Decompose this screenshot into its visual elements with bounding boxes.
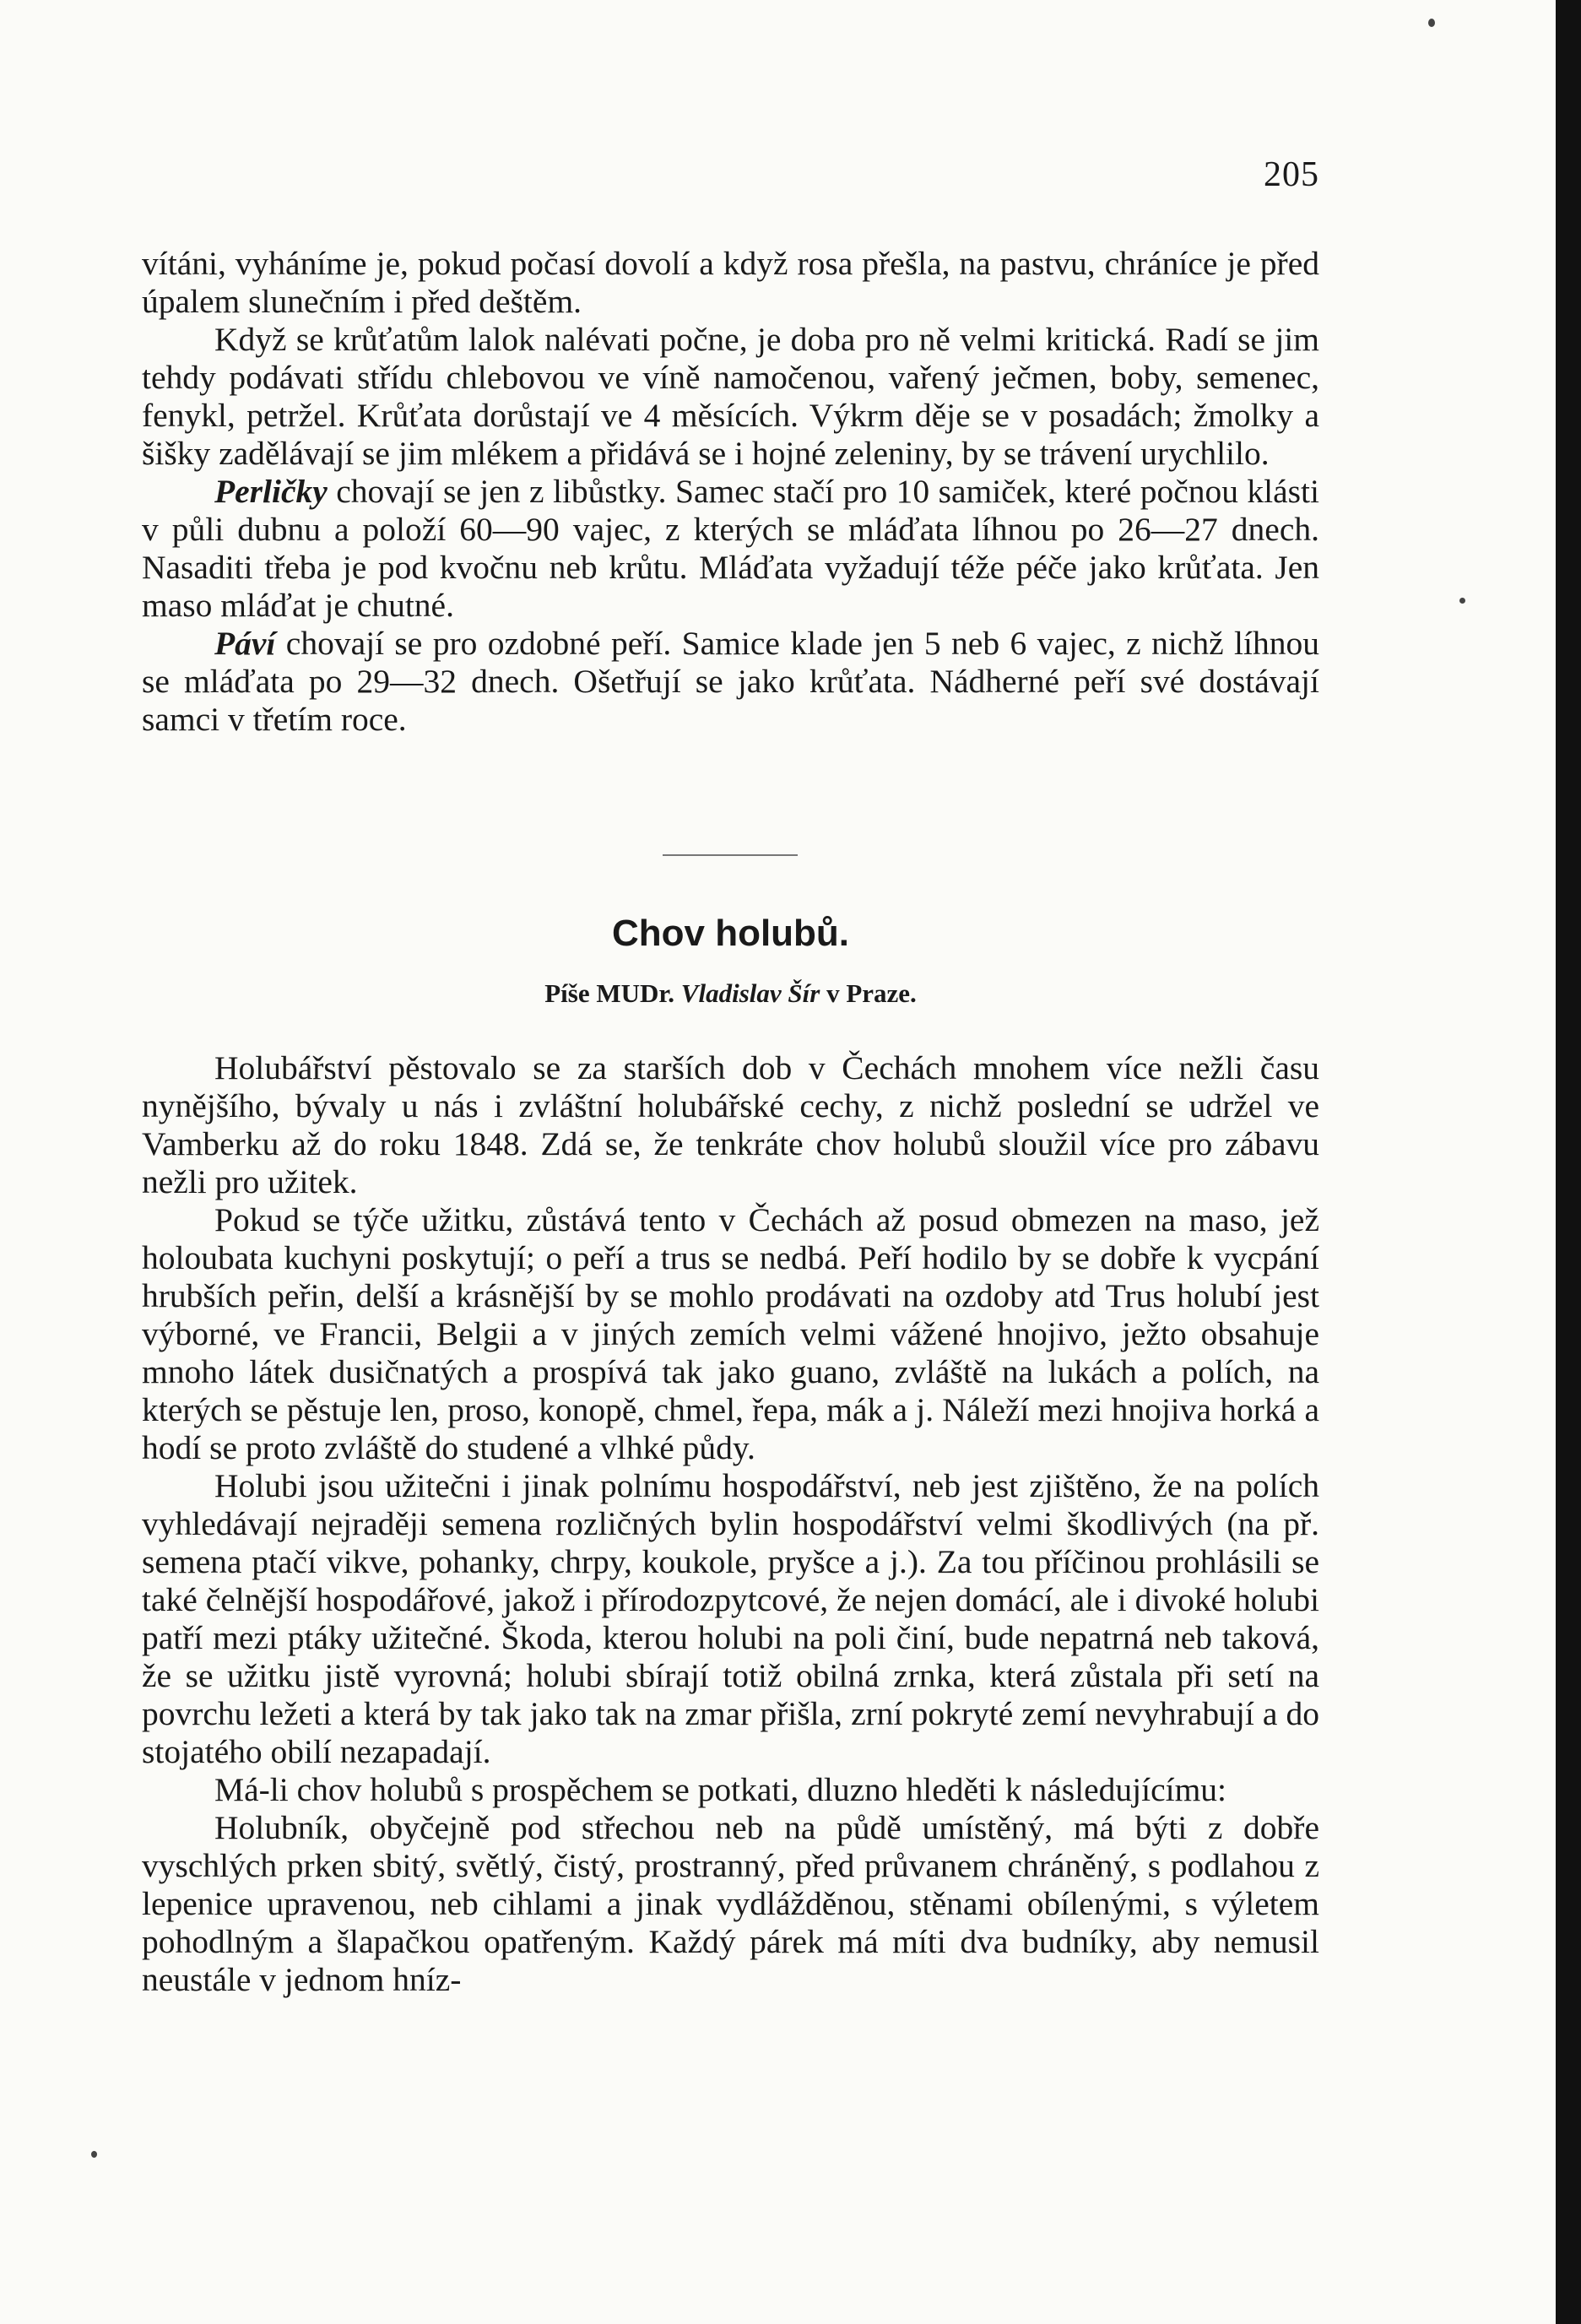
- book-page: [142, 0, 1319, 2324]
- paragraph-pigeon-benefit: Holubi jsou užitečni i jinak polnímu hospodářství, neb jest zjištěno, že na polích vyhledávají nejraději semena rozličných bylin hospodářství velmi škodlivých (na př. semena ptačí vikve, pohanky, chrpy, koukole, pryšce a j.). Za tou příčinou prohlásili se také čelnější hospodářové, jakož i přírodozpytcové, že nejen domácí, ale i divoké holubi patří mezi ptáky užitečné. Škoda, kterou holubi na poli činí, bude nepatrná neb taková, že se užitku jistě vyrovná; holubi sbírají totiž obilná zrnka, která zůstala při setí na povrchu ležeti a která by tak jako tak na zmar přišla, zrní pokryté zemí nevyhrabují a do stojatého obilí nezapadají.: [142, 1467, 1319, 1770]
- section-poultry-text: [142, 245, 1319, 739]
- peacock-text: chovají se pro ozdobné peří. Samice klade jen 5 neb 6 vajec, z nichž líhnou se mláďata po 29—32 dnech. Ošetřují se jako krůťata. Nádherné peří své dostávají samci v třetím roce.: [142, 625, 1319, 738]
- section-pigeon-text: [142, 1049, 1319, 1999]
- guineafowl-term: Perličky: [214, 473, 328, 510]
- byline-author: Vladislav Šír: [680, 978, 820, 1008]
- paragraph-turkey-feeding: Když se krůťatům lalok nalévati počne, je doba pro ně velmi kritická. Radí se jim tehdy podávati střídu chlebovou ve víně namočenou, vařený ječmen, boby, semenec, fenykl, petržel. Krůťata dorůstají ve 4 měsících. Výkrm děje se v posadách; žmolky a šišky zadělávají se jim mlékem a přidává se i hojné zeleniny, by se trávení urychlilo.: [142, 321, 1319, 472]
- article-heading: Chov holubů.: [611, 913, 850, 954]
- scan-speck: [91, 2151, 97, 2158]
- paragraph-pigeon-use: Pokud se týče užitku, zůstává tento v Čechách až posud obmezen na maso, jež holoubata kuchyni poskytují; o peří a trus se nedbá. Peří hodilo by se dobře k vycpání hrubších peřin, delší a krásnější by se mohlo prodávati na ozdoby atd Trus holubí jest výborné, ve Francii, Belgii a v jiných zemích velmi vážené hnojivo, ježto obsahuje mnoho látek dusičnatých a prospívá tak jako guano, zvláště na lukách a polích, na kterých se pěstuje len, proso, konopě, chmel, řepa, mák a j. Náleží mezi hnojiva horká a hodí se proto zvláště do studené a vlhké půdy.: [142, 1201, 1319, 1466]
- paragraph-pigeon-loft: Holubník, obyčejně pod střechou neb na půdě umístěný, má býti z dobře vyschlých prken sbitý, světlý, čistý, prostranný, před průvanem chráněný, s podlahou z lepenice upravenou, neb cihlami a jinak vydlážděnou, stěnami obílenými, s výletem pohodlným a šlapačkou opatřeným. Každý párek má míti dva budníky, aby nemusil neustále v jednom hníz-: [142, 1809, 1319, 1998]
- paragraph-pigeon-history: Holubářství pěstovalo se za starších dob v Čechách mnohem více nežli času nynějšího, bývaly u nás i zvláštní holubářské cechy, z nichž poslední se udržel ve Vamberku až do roku 1848. Zdá se, že tenkráte chov holubů sloužil více pro zábavu nežli pro užitek.: [142, 1049, 1319, 1200]
- article-byline: [142, 977, 1319, 1010]
- paragraph-guineafowl: [142, 473, 1319, 625]
- page-number: 205: [1264, 155, 1319, 194]
- section-divider: [663, 854, 798, 856]
- byline-suffix: v Praze.: [826, 978, 917, 1008]
- scan-speck: [1428, 19, 1435, 27]
- paragraph-pigeon-requirements: Má-li chov holubů s prospěchem se potkati, dluzno hleděti k následujícímu:: [214, 1771, 1227, 1808]
- peacock-term: Páví: [214, 625, 276, 662]
- scan-border: [1556, 0, 1581, 2324]
- scan-speck: [1459, 598, 1465, 604]
- paragraph-peacocks: [142, 625, 1319, 739]
- paragraph-turkey-pasture: vítáni, vyháníme je, pokud počasí dovolí a když rosa přešla, na pastvu, chráníce je před úpalem slunečním i před deštěm.: [142, 245, 1319, 320]
- byline-prefix: Píše MUDr.: [544, 978, 675, 1008]
- guineafowl-text: chovají se jen z libůstky. Samec stačí pro 10 samiček, které počnou klásti v půli dubnu a položí 60—90 vajec, z kterých se mláďata líhnou po 26—27 dnech. Nasaditi třeba je pod kvočnu neb krůtu. Mláďata vyžadují téže péče jako krůťata. Jen maso mláďat je chutné.: [142, 473, 1319, 624]
